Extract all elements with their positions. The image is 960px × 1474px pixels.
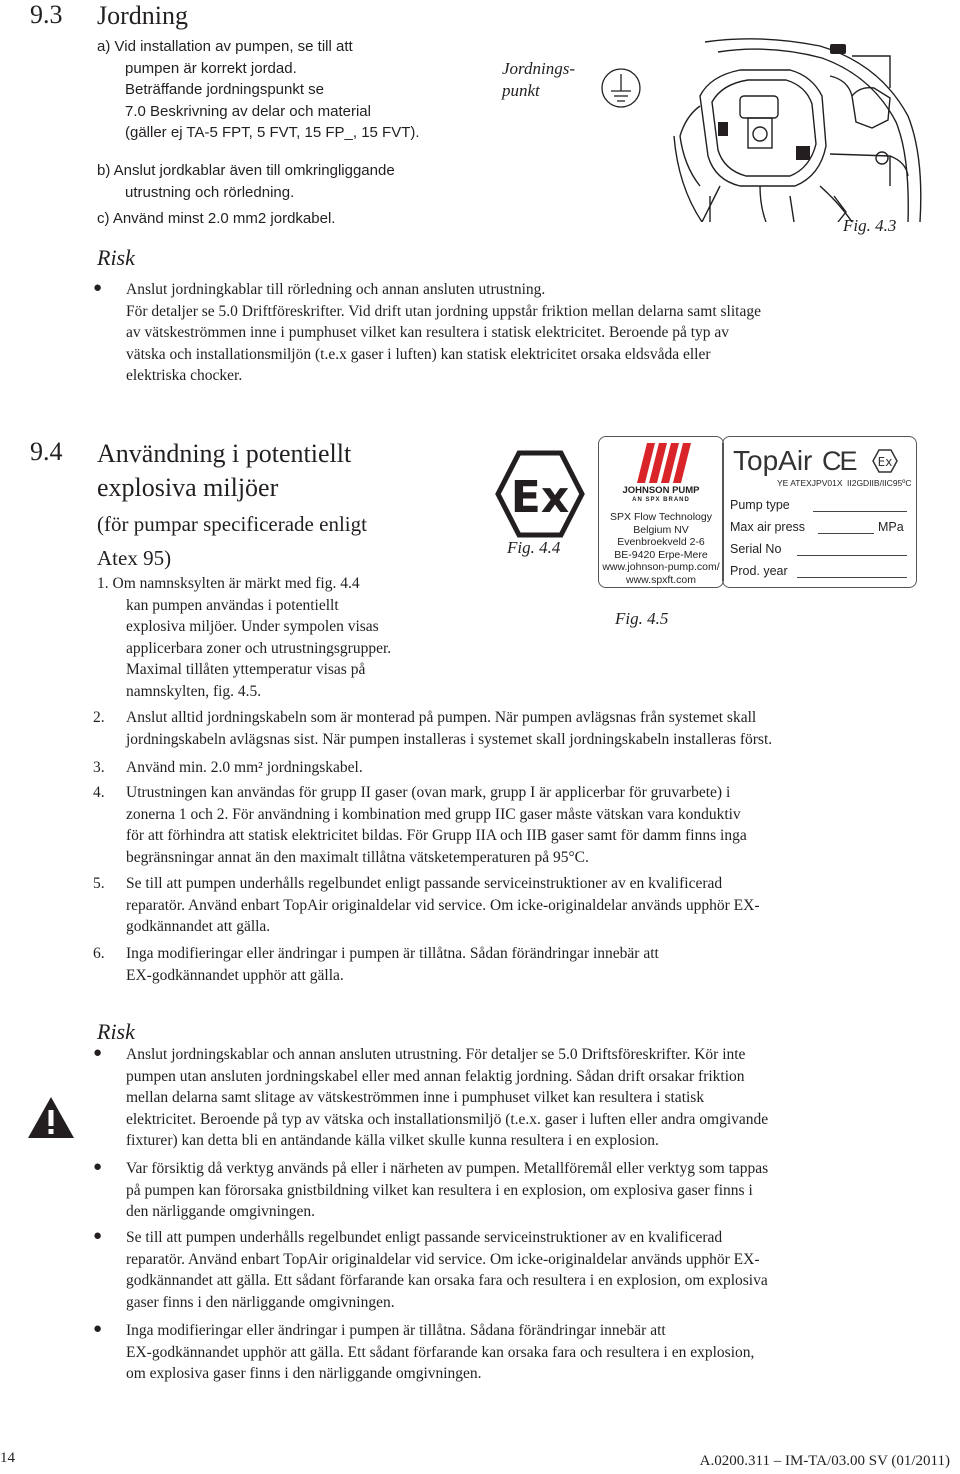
mpa-unit: MPa [878, 520, 904, 534]
item-6 [126, 943, 659, 986]
section-title-jordning: Jordning [97, 1, 188, 30]
item-a-line: Beträffande jordningspunkt se [125, 81, 325, 99]
risk-bullet-1 [126, 1044, 768, 1152]
ex-hexagon-icon [494, 450, 586, 538]
item-3-number: 3. [93, 759, 105, 776]
ce-mark-icon: CE [822, 446, 856, 476]
risk-line: Var försiktig då verktyg används på eller i närheten av pumpen. Metallföremål eller verktyg som tappas [126, 1160, 769, 1177]
item-c: c) Använd minst 2.0 mm2 jordkabel. [97, 210, 336, 227]
item-b-line: b) Anslut jordkablar även till omkringliggande [97, 162, 395, 179]
item-line: godkännandet att gälla. [126, 918, 271, 935]
plate-address [599, 511, 723, 586]
item-a-line: 7.0 Beskrivning av delar och material [125, 102, 371, 120]
item-4 [126, 782, 747, 868]
figure-caption-4-4: Fig. 4.4 [507, 538, 561, 557]
item-a-line: pumpen är korrekt jordad. [125, 59, 297, 77]
section-title-atex [97, 437, 351, 505]
gas-group-code: II2GDIIB/IIC95ºC [847, 478, 912, 488]
serial-label: Serial No [730, 542, 782, 556]
nameplate-topair [722, 436, 917, 588]
item-6-number: 6. [93, 945, 105, 962]
item-1-line: applicerbara zoner och utrustningsgrupper. [126, 639, 392, 657]
item-1-line: kan pumpen användas i potentiellt [126, 596, 339, 614]
brand-subtitle: AN SPX BRAND [632, 497, 690, 503]
item-5-number: 5. [93, 875, 105, 892]
risk-line: fixturer) kan detta bli en antändande källa vilket skulle kunna resultera i en explosion. [126, 1132, 659, 1149]
risk-line: Anslut jordningskablar och annan ansluten utrustning. För detaljer se 5.0 Driftsföreskrifter. Kör inte [126, 1046, 746, 1063]
ex-symbol-text: Ex [510, 472, 570, 523]
section-number-9-4: 9.4 [30, 437, 63, 466]
item-line: Se till att pumpen underhålls regelbundet enligt passande serviceinstruktioner av en kvalificerad [126, 875, 723, 892]
johnson-pump-logo-icon [633, 443, 691, 483]
prod-year-line [797, 577, 907, 578]
bullet-icon: ● [93, 1045, 103, 1061]
risk-line: på pumpen kan förorsaka gnistbildning vilket kan resultera i en explosion, om explosiva gaser finns i [126, 1181, 753, 1199]
document-reference: A.0200.311 – IM-TA/03.00 SV (01/2011) [699, 1453, 950, 1469]
section-number-9-3: 9.3 [30, 0, 63, 29]
item-line: Anslut alltid jordningskabeln som är monterad på pumpen. När pumpen avlägsnas från systemet skall [126, 709, 757, 726]
risk-text-1 [126, 279, 761, 387]
pump-grounding-drawing [590, 36, 925, 222]
max-air-line [818, 533, 874, 534]
nameplate-johnson [598, 436, 724, 588]
risk-line: pumpen utan ansluten jordningskabel eller med annan felaktig jordning. Sådan drift orsakar friktion [126, 1067, 745, 1085]
bullet-icon: ● [93, 1159, 103, 1175]
item-1 [97, 573, 391, 702]
item-b [97, 160, 395, 203]
risk-line: gaser finns i den närliggande omgivningen. [126, 1293, 395, 1311]
item-5 [126, 873, 760, 938]
title-line: Användning i potentiellt [97, 439, 352, 468]
ex-mark-icon [872, 449, 898, 473]
address-line: BE-9420 Erpe-Mere [614, 548, 708, 561]
callout-line: punkt [502, 81, 540, 100]
risk-line: Anslut jordningkablar till rörledning och annan ansluten utrustning. [126, 281, 546, 298]
risk-bullet-2 [126, 1158, 768, 1223]
item-3: Använd min. 2.0 mm² jordningskabel. [126, 759, 363, 776]
page-number: 14 [0, 1450, 15, 1466]
callout-jordningspunkt [502, 58, 575, 102]
risk-heading-2: Risk [97, 1019, 135, 1044]
brand-name: JOHNSON PUMP [622, 485, 700, 496]
section-subtitle-atex [97, 507, 367, 575]
address-line: Evenbroekveld 2-6 [617, 536, 705, 548]
risk-line: mellan delarna samt slitage av vätskeströmmen inne i pumphuset vilket kan resultera i statisk [126, 1089, 705, 1106]
item-1-line: Maximal tillåten yttemperatur visas på [126, 661, 366, 678]
risk-line: För detaljer se 5.0 Driftföreskrifter. Vid drift utan jordning uppstår friktion mellan delarna samt slitage [126, 302, 761, 320]
callout-line: Jordnings- [502, 59, 576, 78]
item-line: zonerna 1 och 2. För användning i kombination med grupp IIC gaser måste vätskan vara konduktiv [126, 805, 741, 823]
item-line: EX-godkännandet upphör att gälla. [126, 966, 344, 984]
title-line: explosiva miljöer [97, 473, 279, 502]
item-4-number: 4. [93, 784, 105, 801]
item-line: jordningskabeln avlägsnas sist. När pumpen installeras i systemet skall jordningskabeln installeras först. [126, 730, 773, 748]
item-line: begränsningar annat än den maximalt tillåtna vätsketemperaturen på 95°C. [126, 848, 589, 866]
max-air-label: Max air press [730, 520, 806, 534]
prod-year-label: Prod. year [730, 564, 788, 578]
item-1-line: namnskylten, fig. 4.5. [126, 682, 262, 700]
ex-mark-text: Ex [877, 455, 893, 469]
item-line: reparatör. Använd enbart TopAir originaldelar vid service. Om icke-originaldelar används upphör EX- [126, 896, 760, 914]
item-1-line: explosiva miljöer. Under sympolen visas [126, 618, 379, 635]
subtitle-line: Atex 95) [97, 546, 172, 570]
risk-line: godkännandet att gälla. Ett sådant förfarande kan orsaka fara och resultera i en explosion, om explosiva [126, 1272, 768, 1289]
topair-title: TopAir [733, 445, 813, 476]
risk-heading: Risk [97, 245, 135, 270]
risk-line: Inga modifieringar eller ändringar i pumpen är tillåtna. Sådana förändringar innebär att [126, 1322, 666, 1339]
bullet-icon: ● [93, 1321, 103, 1337]
risk-line: vätska och installationsmiljön (t.e.x gaser i luften) kan statisk elektricitet orsaka eldsvåda eller [126, 345, 711, 363]
item-1-line: 1. Om namnsksylten är märkt med fig. 4.4 [97, 575, 360, 592]
bullet-icon: ● [93, 1228, 103, 1244]
item-2-number: 2. [93, 709, 105, 726]
figure-caption-4-3: Fig. 4.3 [843, 216, 897, 235]
subtitle-line: (för pumpar specificerade enligt [97, 512, 367, 536]
bullet-icon: ● [93, 280, 103, 296]
risk-line: om explosiva gaser finns i den närliggande omgivningen. [126, 1365, 482, 1382]
risk-line: Se till att pumpen underhålls regelbundet enligt passande serviceinstruktioner av en kvalificerad [126, 1229, 723, 1246]
risk-bullet-3 [126, 1227, 768, 1313]
serial-line [797, 555, 907, 556]
item-a-line: a) Vid installation av pumpen, se till att [97, 38, 353, 55]
item-line: Utrustningen kan användas för grupp II gaser (ovan mark, grupp I är applicerbar för gruvarbete) i [126, 784, 731, 801]
pump-type-line [813, 511, 907, 512]
item-2 [126, 707, 772, 750]
risk-line: EX-godkännandet upphör att gälla. Ett sådant förfarande kan orsaka fara och resultera i en explosion, [126, 1343, 755, 1361]
risk-line: den närliggande omgivningen. [126, 1203, 315, 1220]
pump-type-label: Pump type [730, 498, 790, 512]
item-line: för att förhindra att statisk elektricitet bildas. För Grupp IIA och IIB gaser samt för damm finns inga [126, 827, 747, 844]
address-line: Belgium NV [633, 523, 689, 536]
item-a [97, 36, 420, 144]
ground-symbol-icon [602, 69, 640, 107]
risk-bullet-4 [126, 1320, 754, 1385]
risk-line: elektricitet. Beroende på typ av vätska och installationsmiljö (t.e.x. gaser i luften eller andra omgivande [126, 1110, 769, 1128]
address-line: SPX Flow Technology [610, 511, 712, 523]
risk-line: reparatör. Använd enbart TopAir originaldelar vid service. Om icke-originaldelar används upphör EX- [126, 1250, 760, 1268]
address-line: www.spxft.com [625, 573, 696, 586]
address-line: www.johnson-pump.com/ [602, 561, 720, 573]
item-a-line: (gäller ej TA-5 FPT, 5 FVT, 15 FP_, 15 FVT). [125, 124, 420, 142]
item-b-line: utrustning och rörledning. [125, 183, 295, 201]
risk-line: elektriska chocker. [126, 367, 243, 384]
item-line: Inga modifieringar eller ändringar i pumpen är tillåtna. Sådan förändringar innebär att [126, 945, 659, 962]
risk-line: av vätskeströmmen inne i pumphuset vilket kan resultera i statisk elektricitet. Beroende på typ av [126, 324, 730, 341]
figure-caption-4-5: Fig. 4.5 [615, 609, 669, 628]
atex-code: YE ATEXJPV01X [777, 478, 843, 488]
warning-triangle-icon [26, 1095, 76, 1140]
